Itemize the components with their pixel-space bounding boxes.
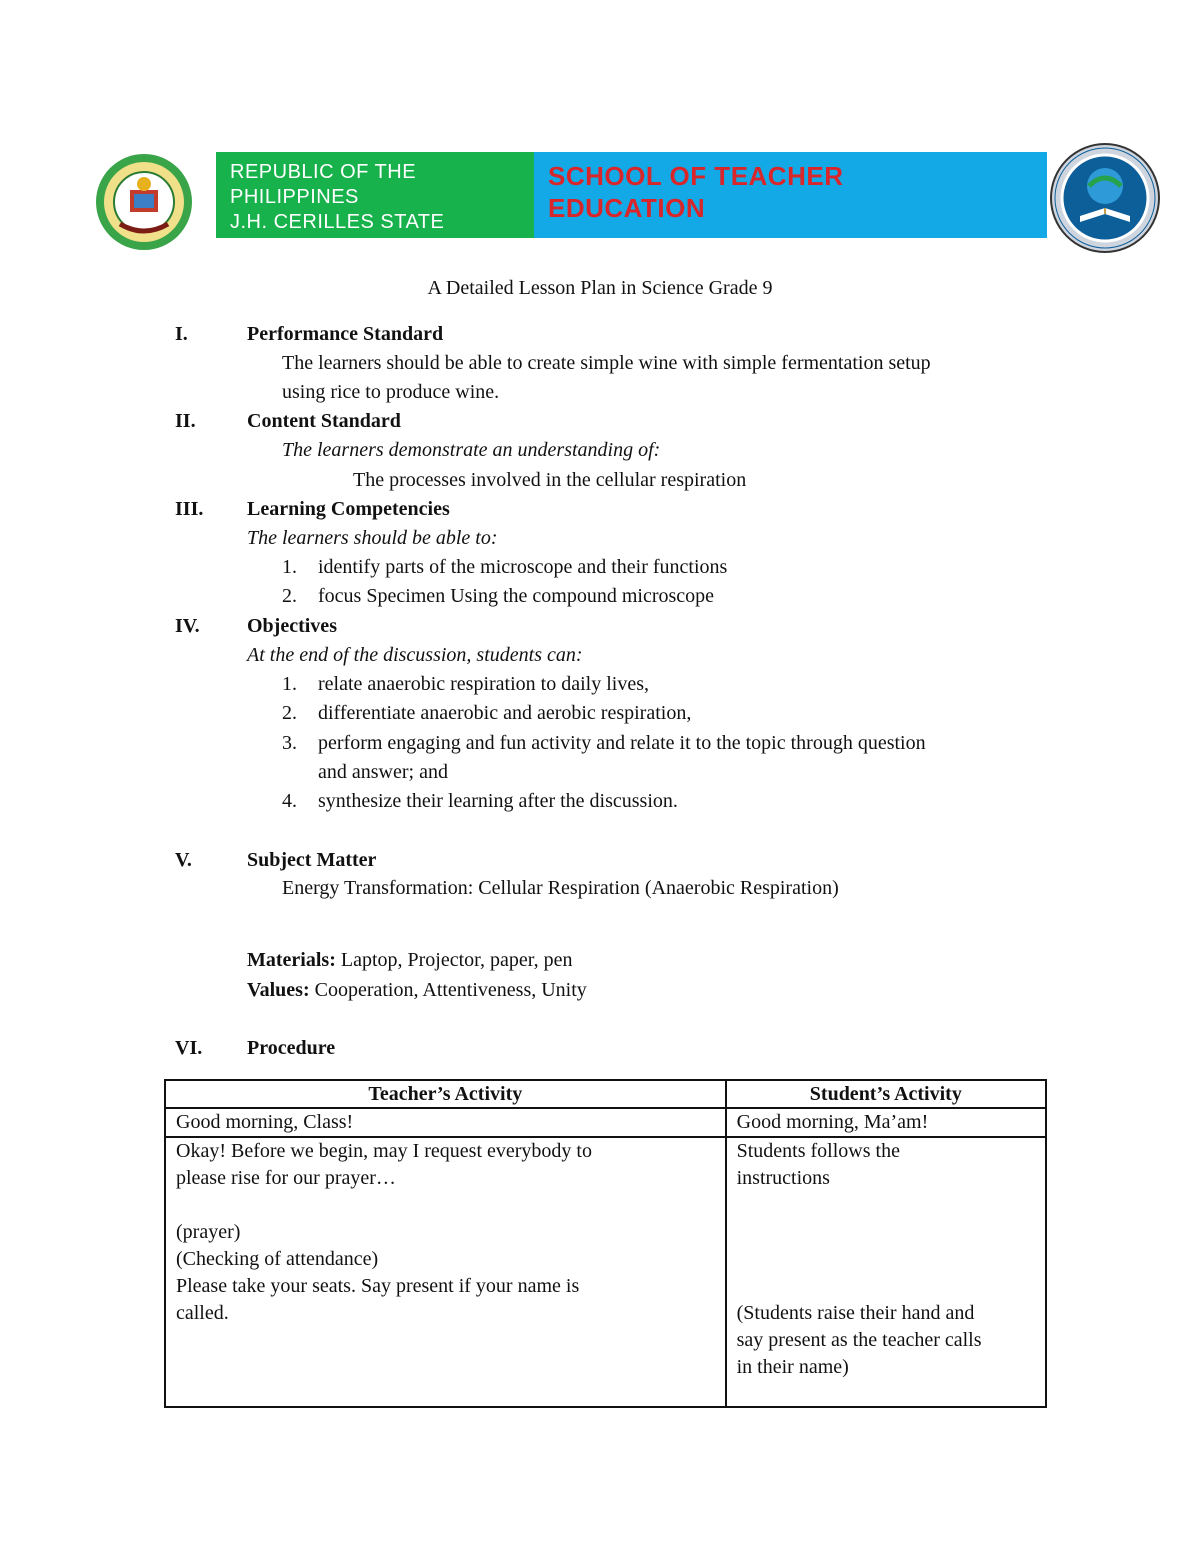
section-number-1: I.: [175, 323, 188, 345]
student-line: (Students raise their hand and: [736, 1302, 975, 1324]
section-heading-procedure: Procedure: [247, 1037, 336, 1059]
student-line: say present as the teacher calls: [736, 1329, 982, 1351]
values-label: Values:: [247, 979, 310, 1001]
teacher-cell: Good morning, Class!: [165, 1108, 726, 1137]
list-item: differentiate anaerobic and aerobic respiration,: [318, 702, 692, 724]
column-header-student: Student’s Activity: [726, 1080, 1046, 1108]
performance-text-line-1: The learners should be able to create simple wine with simple fermentation setup: [282, 352, 931, 374]
list-item-continued: and answer; and: [318, 761, 448, 783]
materials-line: [247, 946, 573, 975]
section-heading-content: Content Standard: [247, 410, 401, 432]
materials-label: Materials:: [247, 949, 336, 971]
section-heading-subject: Subject Matter: [247, 849, 377, 871]
institution-name: REPUBLIC OF THE PHILIPPINES J.H. CERILLES STATE: [230, 161, 445, 233]
list-item-number: 4.: [282, 790, 297, 812]
section-number-2: II.: [175, 410, 196, 432]
school-name: SCHOOL OF TEACHER EDUCATION: [548, 161, 844, 223]
teacher-line: called.: [176, 1302, 229, 1324]
values-line: [247, 976, 587, 1005]
table-header-row: [165, 1080, 1046, 1108]
teacher-education-seal-icon: [1046, 142, 1164, 254]
teacher-line: Okay! Before we begin, may I request everybody to: [176, 1140, 592, 1162]
student-spacer: [737, 1192, 1035, 1300]
student-line: in their name): [736, 1356, 849, 1378]
procedure-table: [164, 1079, 1047, 1408]
teacher-cell: [165, 1137, 726, 1407]
list-item: identify parts of the microscope and their functions: [318, 556, 728, 578]
teacher-line: Please take your seats. Say present if your name is: [176, 1275, 580, 1297]
page-title: A Detailed Lesson Plan in Science Grade 9: [427, 277, 773, 299]
section-number-6: VI.: [175, 1037, 203, 1059]
subject-topic: Energy Transformation: Cellular Respiration (Anaerobic Respiration): [282, 877, 839, 899]
section-number-5: V.: [175, 849, 192, 871]
table-row: [165, 1137, 1046, 1407]
table-row: [165, 1108, 1046, 1137]
teacher-line: (prayer): [176, 1221, 241, 1243]
section-heading-objectives: Objectives: [247, 615, 337, 637]
list-item: relate anaerobic respiration to daily lives,: [318, 673, 649, 695]
list-item-number: 1.: [282, 556, 297, 578]
list-item-number: 2.: [282, 585, 297, 607]
values-value: Cooperation, Attentiveness, Unity: [314, 979, 587, 1001]
section-number-4: IV.: [175, 615, 200, 637]
teacher-line: (Checking of attendance): [176, 1248, 379, 1270]
objectives-intro: At the end of the discussion, students can:: [247, 644, 583, 666]
list-item-number: 1.: [282, 673, 297, 695]
list-item: synthesize their learning after the discussion.: [318, 790, 678, 812]
student-line: Students follows the: [736, 1140, 900, 1162]
list-item: perform engaging and fun activity and relate it to the topic through question: [318, 732, 926, 754]
list-item: focus Specimen Using the compound microscope: [318, 585, 715, 607]
materials-value: Laptop, Projector, paper, pen: [340, 949, 573, 971]
section-heading-competencies: Learning Competencies: [247, 498, 450, 520]
performance-text-line-2: using rice to produce wine.: [282, 381, 500, 403]
column-header-teacher: Teacher’s Activity: [165, 1080, 726, 1108]
student-cell: Good morning, Ma’am!: [726, 1108, 1046, 1137]
content-intro: The learners demonstrate an understanding of:: [282, 439, 661, 461]
section-number-3: III.: [175, 498, 204, 520]
student-line: instructions: [736, 1167, 830, 1189]
state-college-seal-icon: [90, 152, 198, 252]
teacher-line-blank: [176, 1192, 715, 1219]
list-item-number: 2.: [282, 702, 297, 724]
list-item-number: 3.: [282, 732, 297, 754]
competencies-intro: The learners should be able to:: [247, 527, 498, 549]
student-cell: [726, 1137, 1046, 1407]
section-heading-performance: Performance Standard: [247, 323, 444, 345]
teacher-line: please rise for our prayer…: [176, 1167, 396, 1189]
content-detail: The processes involved in the cellular respiration: [353, 469, 747, 491]
